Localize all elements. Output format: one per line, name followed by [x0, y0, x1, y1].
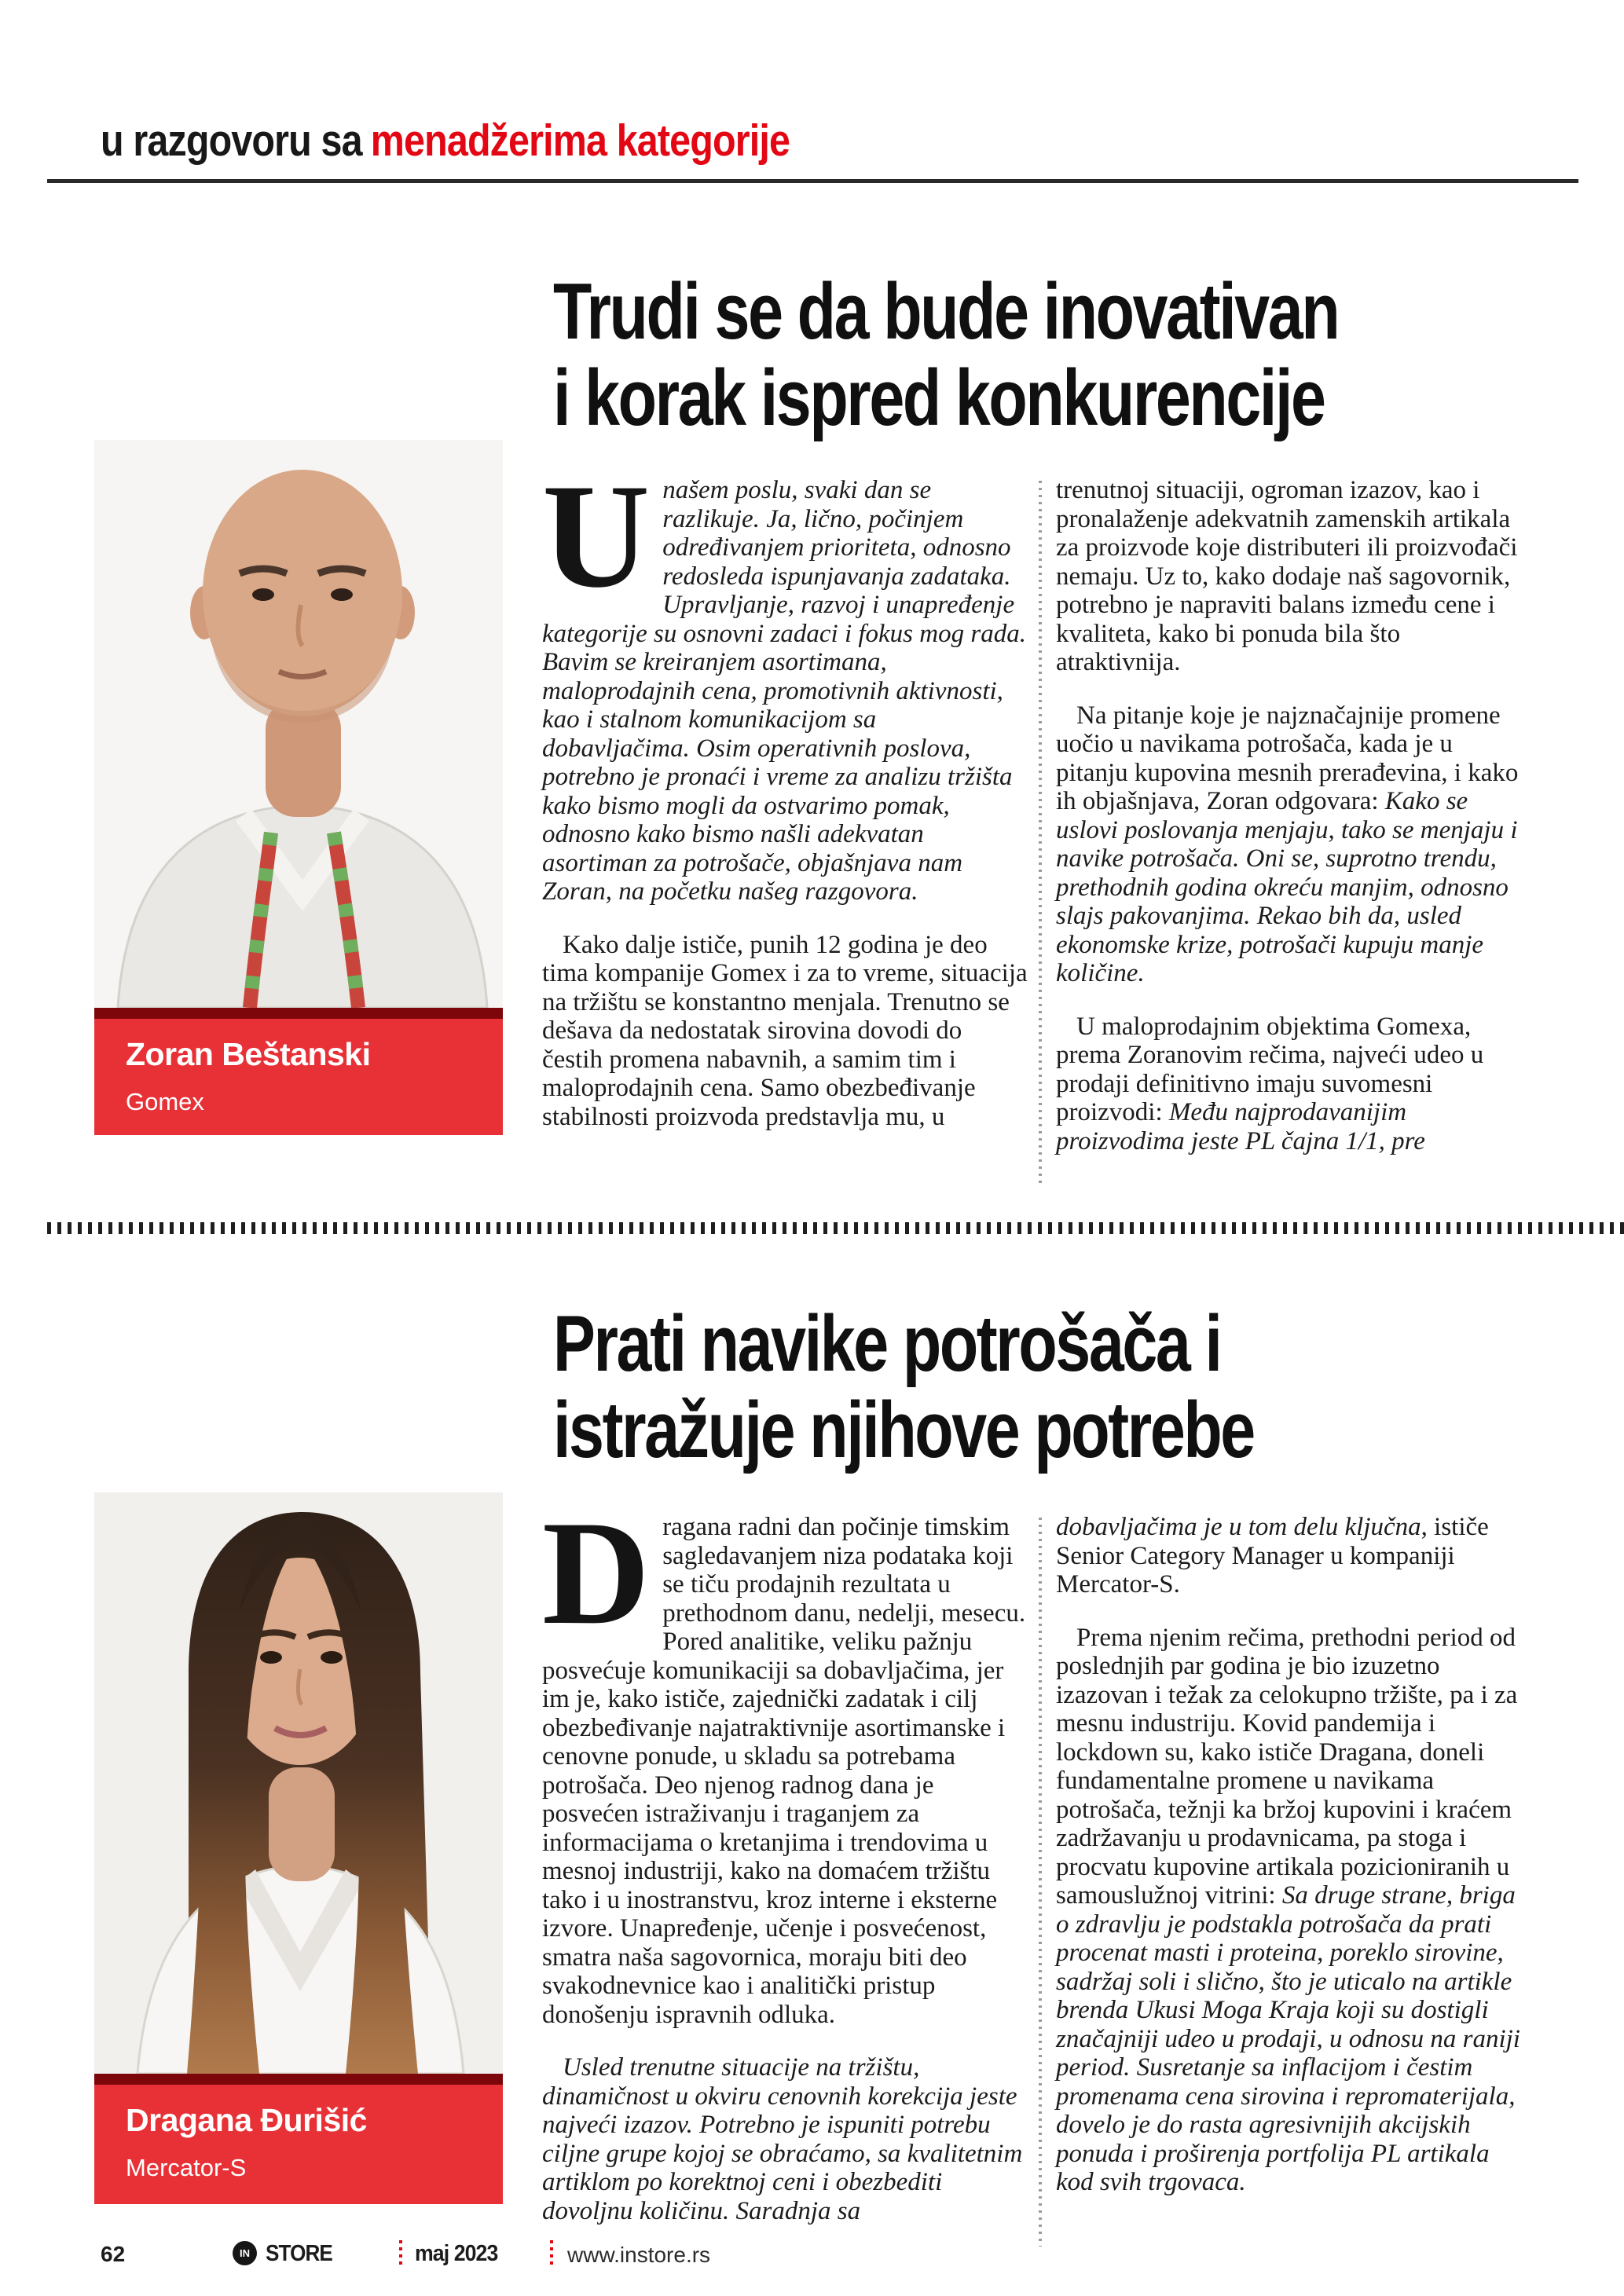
section-kicker	[101, 115, 790, 167]
body-paragraph	[1056, 476, 1521, 677]
footer-divider-dotted	[550, 2240, 553, 2265]
article2-column2	[1056, 1513, 1521, 2197]
body-paragraph	[542, 931, 1028, 1132]
portrait-zoran-illustration	[94, 440, 503, 1008]
person-name: Dragana Đurišić	[126, 2102, 367, 2138]
body-text: Na pitanje koje je najznačajnije promene uočio u navikama potrošača, kada je u pitanju kupovina mesnih prerađevina, i kako ih objašnjava, Zoran odgovara:	[1056, 701, 1519, 815]
body-text: Kako dalje ističe, punih 12 godina je deo tima kompanije Gomex i za to vreme, situacija na tržištu se konstantno menjala. Trenutno se dešava da nedostatak sirovina dovodi do čestih promena nabavnih, a samim tim i maloprodajnih cena. Samo obezbeđivanje stabilnosti proizvoda predstavlja mu, u	[542, 930, 1028, 1131]
column-divider-dotted	[1039, 1518, 1042, 2247]
body-paragraph	[1056, 1513, 1521, 1599]
issue-date: maj 2023	[415, 2241, 498, 2266]
body-paragraph	[1056, 1624, 1521, 2197]
body-text: ragana radni dan počinje timskim sagledavanjem niza podataka koji se tiču prodajnih rezultata u prethodnom danu, nedelji, mesecu. Pored analitike, veliku pažnju posvećuje komunikaciji sa dobavljačima, jer im je, kako ističe, zajednički zadatak i cilj obezbeđivanje najatraktivnije asortimanske i cenovne ponude, u skladu sa potrebama potrošača. Deo njenog radnog dana je posvećen istraživanju i traganjem za informacijama o kretanjima i trendovima u mesnoj industriji, kako na domaćem tržištu tako i u inostranstvu, kroz interne i eksterne izvore. Unapređenje, učenje i posvećenost, smatra naša sagovornica, moraju biti deo svakodnevnice kao i analitički pristup donošenju ispravnih odluka.	[542, 1513, 1026, 2029]
photo-dragana	[94, 1492, 503, 2074]
body-paragraph	[1056, 1013, 1521, 1156]
article1-column2	[1056, 476, 1521, 1155]
body-paragraph	[542, 454, 1028, 906]
person-name: Zoran Beštanski	[126, 1036, 371, 1072]
article1-column1	[542, 454, 1028, 1131]
instore-logo-text: STORE	[266, 2241, 332, 2266]
kicker-highlight: menadžerima kategorije	[370, 115, 790, 166]
portrait-dragana-illustration	[94, 1492, 503, 2074]
section-separator-dotted	[47, 1222, 1624, 1234]
page-number: 62	[101, 2242, 126, 2266]
body-text: Prema njenim rečima, prethodni period od poslednjih par godina je bio izuzetno izazovan i težak za celokupno tržište, pa i za mesnu industriju. Kovid pandemija i lockdown su, kako ističe Dragana, doneli fundamentalne promene u navikama potrošača, težnji ka bržoj kupovini i kraćem zadržavanju u prodavnicama, pa stoga i procvatu kupovine artikala pozicioniranih u samouslužnoj vitrini:	[1056, 1623, 1518, 1910]
body-text: trenutnoj situaciji, ogroman izazov, kao i pronalaženje adekvatnih zamenskih artikala za proizvode koje distributeri ili proizvođači nemaju. Uz to, kako dodaje naš sagovornik, potrebno je napraviti balans između cene i kvaliteta, kako bi ponuda bila što atraktivnija.	[1056, 476, 1518, 676]
quote-text: Među najprodavanijim proizvodima jeste PL čajna 1/1, pre	[1056, 1098, 1425, 1155]
article1-title-line1: Trudi se da bude inovativan	[553, 268, 1339, 356]
article2-title-line2: istražuje njihove potrebe	[553, 1386, 1254, 1474]
page-footer	[0, 2237, 1624, 2272]
quote-text: Usled trenutne situacije na tržištu, dinamičnost u okviru cenovnih korekcija jeste najveći izazov. Potrebno je ispuniti potrebu ciljne grupe kojoj se obraćamo, sa kvalitetnim artiklom po korektnoj ceni i obezbediti dovoljnu količinu. Saradnja sa	[542, 2053, 1023, 2225]
quote-text: našem poslu, svaki dan se razlikuje. Ja, lično, počinjem određivanjem prioriteta, odnosno redosleda ispunjavanja zadataka. Upravljanje, razvoj i unapređenje kategorije su osnovni zadaci i fokus mog rada. Bavim se kreiranjem asortimana, maloprodajnih cena, promotivnih aktivnosti, kao i stalnom komunikacijom sa dobavljačima. Osim operativnih poslova, potrebno je pronaći i vreme za analizu tržišta kako bismo mogli da ostvarimo pomak, odnosno kako bismo našli adekvatan asortiman za potrošače, objašnjava nam Zoran, na početku našeg razgovora.	[542, 476, 1026, 906]
body-paragraph	[542, 1491, 1028, 2029]
website-link[interactable]: www.instore.rs	[567, 2243, 711, 2267]
article2-title-line1: Prati navike potrošača i	[553, 1300, 1221, 1388]
header-rule	[47, 179, 1578, 183]
body-text: U maloprodajnim objektima Gomexa, prema Zoranovim rečima, najveći udeo u prodaji definitivno imaju suvomesni proizvodi:	[1056, 1012, 1484, 1126]
footer-divider-dotted	[399, 2240, 402, 2265]
caption-strip-zoran	[94, 1008, 503, 1019]
body-paragraph	[1056, 701, 1521, 988]
person-company: Gomex	[126, 1088, 204, 1115]
column-divider-dotted	[1039, 481, 1042, 1185]
photo-zoran	[94, 440, 503, 1008]
article2-column1	[542, 1491, 1028, 2225]
quote-text: dobavljačima je u tom delu ključna	[1056, 1513, 1421, 1541]
quote-text: Kako se uslovi poslovanja menjaju, tako se menjaju i navike potrošača. Oni se, suprotno trendu, prethodnih godina okreću manjim, odnosno slajs pakovanjima. Rekao bih da, usled ekonomske krize, potrošači kupuju manje količine.	[1056, 787, 1518, 987]
body-text: , ističe Senior Category Manager u kompaniji Mercator-S.	[1056, 1513, 1489, 1598]
person-company: Mercator-S	[126, 2154, 247, 2181]
article1-title	[553, 269, 1338, 441]
drop-cap: U	[542, 454, 651, 619]
drop-cap: D	[542, 1491, 651, 1656]
caption-zoran	[94, 1019, 503, 1135]
instore-logo-icon: IN	[233, 2241, 257, 2265]
kicker-prefix: u razgovoru sa	[101, 115, 362, 166]
caption-strip-dragana	[94, 2074, 503, 2085]
quote-text: Sa druge strane, briga o zdravlju je podstakla potrošača da prati procenat masti i proteina, poreklo sirovine, sadržaj soli i slično, što je uticalo na artikle brenda Ukusi Moga Kraja koji su dostigli značajniji udeo u prodaji, u odnosu na raniji period. Susretanje sa inflacijom i čestim promenama cena sirovina i repromaterijala, dovelo je do rasta agresivnijih akcijskih ponuda i proširenja portfolija PL artikala kod svih trgovaca.	[1056, 1881, 1520, 2196]
body-paragraph	[542, 2053, 1028, 2225]
article2-title	[553, 1301, 1254, 1474]
article1-title-line2: i korak ispred konkurencije	[553, 354, 1325, 442]
caption-dragana	[94, 2085, 503, 2204]
